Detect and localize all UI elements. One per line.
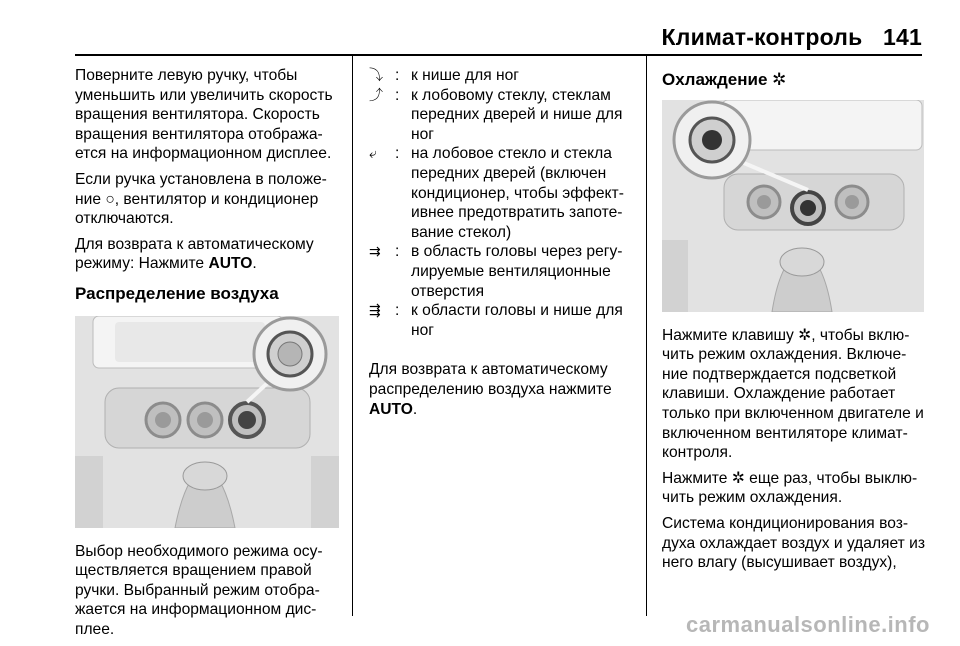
paragraph-fan-off: Если ручка установлена в положе-ние ○, вентилятор и кондиционер отключаются.	[75, 170, 327, 228]
right-column	[662, 66, 926, 579]
list-item: ⤴ : к лобовому стеклу, стеклам передних дверей и нише для ног	[369, 86, 623, 143]
windscreen-footwell-icon: ⤴	[369, 86, 383, 103]
snowflake-icon: ✲	[772, 70, 787, 89]
left-column	[75, 66, 341, 646]
paragraph-auto-distribution: Для возврата к автоматическому распределению воздуха нажмите AUTO.	[369, 361, 612, 418]
paragraph-cooling-on: Нажмите клавишу ✲, чтобы вклю-чить режим охлаждения. Включе-ние подтверждается подсветкой клавиши. Охлаждение работает только при включенном двигателе и включенном вентиляторе климат-контроля.	[662, 326, 924, 462]
page-number: 141	[883, 24, 922, 50]
paragraph-ac-system: Система кондиционирования воз-духа охлаждает воздух и удаляет из него влагу (высушивает воздух),	[662, 514, 925, 572]
air-distribution-list	[369, 66, 631, 340]
section-title: Климат-контроль	[661, 24, 863, 50]
paragraph-mode-select: Выбор необходимого режима осу-ществляется вращением правой ручки. Выбранный режим отобра-жается на информационном дис-плее.	[75, 542, 323, 638]
paragraph-fan-speed: Поверните левую ручку, чтобы уменьшить или увеличить скорость вращения вентилятора. Скорость вращения вентилятора отобража-ется на информационном дисплее.	[75, 67, 333, 163]
footwell-icon: ⤵	[369, 67, 383, 83]
head-area-icon: ⇉	[369, 243, 381, 260]
cooling-button-photo	[662, 100, 924, 312]
windscreen-icon: ⤶	[369, 145, 377, 162]
column-divider-1	[352, 56, 353, 616]
head-footwell-icon: ⇶	[369, 302, 381, 319]
header-rule	[75, 54, 922, 56]
list-item: ⇉ : в область головы через регу-лируемые вентиляционные отверстия	[369, 243, 623, 300]
cooling-button-illustration	[662, 100, 924, 312]
paragraph-auto-mode: Для возврата к автоматическому режиму: Нажмите AUTO.	[75, 235, 314, 273]
list-item: ⤶ : на лобовое стекло и стекла передних дверей (включен кондиционер, чтобы эффект-ивнее предотвратить запоте-вание стекол)	[369, 145, 624, 241]
middle-column	[369, 66, 631, 425]
auto-key: AUTO	[369, 400, 413, 418]
paragraph-cooling-off: Нажмите ✲ еще раз, чтобы выклю-чить режим охлаждения.	[662, 469, 918, 507]
control-panel-illustration	[75, 316, 339, 528]
column-divider-2	[646, 56, 647, 616]
control-panel-photo	[75, 316, 339, 528]
watermark: carmanualsonline.info	[686, 612, 930, 637]
heading-cooling: Охлаждение ✲	[662, 70, 787, 89]
heading-air-distribution: Распределение воздуха	[75, 283, 279, 303]
auto-key: AUTO	[208, 255, 253, 273]
list-item: ⇶ : к области головы и нише для ног	[369, 302, 623, 339]
list-item: ⤵ : к нише для ног	[369, 67, 519, 84]
page-header	[662, 24, 922, 51]
